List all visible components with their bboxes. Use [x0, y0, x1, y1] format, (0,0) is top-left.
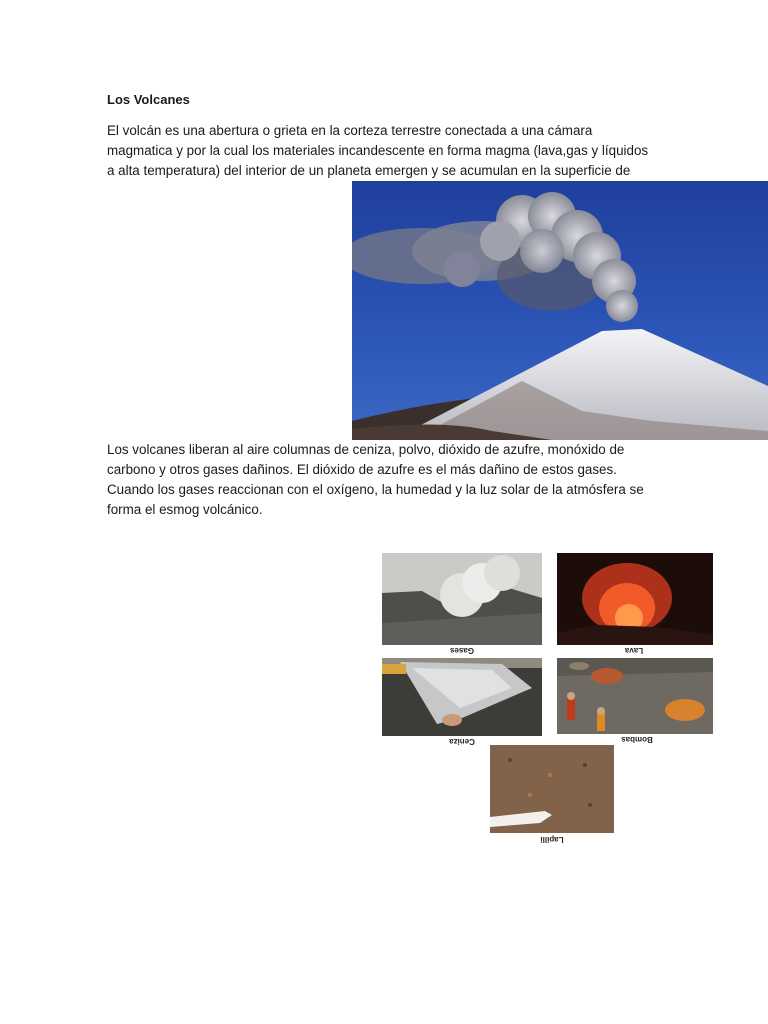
volcano-photo [352, 181, 768, 440]
document-title: Los Volcanes [107, 92, 190, 107]
bombas-photo [557, 658, 713, 734]
lapilli-caption: Lapilli [540, 835, 564, 844]
bombas-caption: Bombas [621, 735, 653, 744]
lapilli-photo [490, 745, 614, 833]
ceniza-caption: Ceniza [449, 737, 475, 746]
lava-photo [557, 553, 713, 645]
gases-paragraph: Los volcanes liberan al aire columnas de ceniza, polvo, dióxido de azufre, monóxido de carbono y otros gases dañinos. El dióxido de azufre es el más dañino de estos gases. Cuando los gases reaccionan con el oxígeno, la humedad y la luz solar de la atmósfera se forma el esmog volcánico. [107, 442, 644, 517]
ceniza-photo [382, 658, 542, 736]
lava-caption: Lava [624, 646, 644, 655]
gases-caption: Gases [449, 646, 475, 655]
intro-paragraph: El volcán es una abertura o grieta en la corteza terrestre conectada a una cámara magmatica y por la cual los materiales incandescente en forma magma (lava,gas y líquidos a alta temperatura) del interior de un planeta emergen y se acumulan en la superficie de [107, 123, 649, 178]
gases-photo [382, 553, 542, 645]
